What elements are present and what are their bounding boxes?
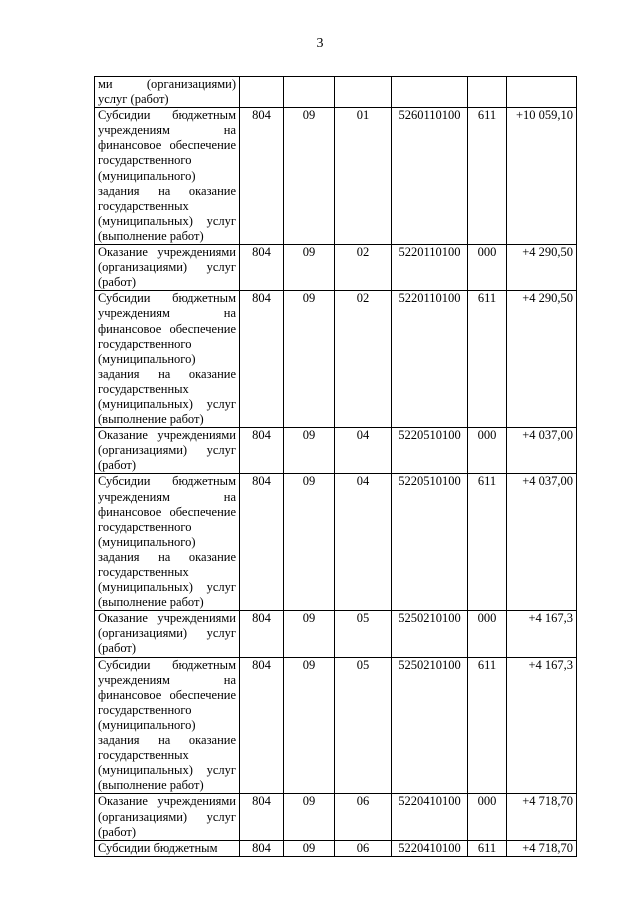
expense-type-cell: 000	[468, 428, 507, 474]
ministry-code-cell: 804	[240, 474, 284, 611]
ministry-code-cell: 804	[240, 794, 284, 840]
ministry-code-cell: 804	[240, 840, 284, 856]
amount-cell: +4 167,3	[507, 657, 577, 794]
target-article-cell: 5220510100	[392, 428, 468, 474]
amount-cell: +4 718,70	[507, 794, 577, 840]
expense-type-cell: 000	[468, 245, 507, 291]
table-row	[95, 245, 577, 291]
amount-cell: +4 037,00	[507, 428, 577, 474]
item-name-cell: Оказание учреждениями (организациями) услуг (работ)	[95, 611, 240, 657]
expense-type-cell: 000	[468, 611, 507, 657]
table-row	[95, 840, 577, 856]
section-code-cell: 09	[284, 657, 335, 794]
subsection-code-cell: 06	[335, 794, 392, 840]
target-article-cell: 5260110100	[392, 108, 468, 245]
ministry-code-cell: 804	[240, 245, 284, 291]
expense-type-cell: 611	[468, 657, 507, 794]
subsection-code-cell: 05	[335, 657, 392, 794]
expense-type-cell	[468, 77, 507, 108]
amount-cell: +4 718,70	[507, 840, 577, 856]
page-number: 3	[316, 36, 324, 51]
item-name-cell: ми (организациями) услуг (работ)	[95, 77, 240, 108]
table-row	[95, 611, 577, 657]
subsection-code-cell: 02	[335, 245, 392, 291]
section-code-cell: 09	[284, 840, 335, 856]
budget-table-body	[95, 77, 577, 857]
item-name-cell: Оказание учреждениями (организациями) услуг (работ)	[95, 794, 240, 840]
amount-cell: +4 290,50	[507, 245, 577, 291]
target-article-cell	[392, 77, 468, 108]
subsection-code-cell: 02	[335, 291, 392, 428]
section-code-cell	[284, 77, 335, 108]
table-row	[95, 291, 577, 428]
target-article-cell: 5220110100	[392, 291, 468, 428]
expense-type-cell: 611	[468, 840, 507, 856]
ministry-code-cell: 804	[240, 291, 284, 428]
table-row	[95, 428, 577, 474]
expense-type-cell: 611	[468, 474, 507, 611]
section-code-cell: 09	[284, 245, 335, 291]
section-code-cell: 09	[284, 108, 335, 245]
ministry-code-cell: 804	[240, 657, 284, 794]
expense-type-cell: 611	[468, 108, 507, 245]
subsection-code-cell: 04	[335, 474, 392, 611]
target-article-cell: 5220410100	[392, 840, 468, 856]
ministry-code-cell: 804	[240, 108, 284, 245]
target-article-cell: 5220410100	[392, 794, 468, 840]
ministry-code-cell: 804	[240, 611, 284, 657]
subsection-code-cell: 06	[335, 840, 392, 856]
amount-cell: +10 059,10	[507, 108, 577, 245]
section-code-cell: 09	[284, 611, 335, 657]
target-article-cell: 5250210100	[392, 657, 468, 794]
table-row	[95, 474, 577, 611]
item-name-cell: Субсидии бюджетным учреждениям на финансовое обеспечение государственного (муниципального) задания на оказание государственных (муниципальных) услуг (выполнение работ)	[95, 291, 240, 428]
ministry-code-cell: 804	[240, 428, 284, 474]
item-name-cell: Оказание учреждениями (организациями) услуг (работ)	[95, 245, 240, 291]
target-article-cell: 5220110100	[392, 245, 468, 291]
section-code-cell: 09	[284, 474, 335, 611]
item-name-cell: Субсидии бюджетным учреждениям на финансовое обеспечение государственного (муниципального) задания на оказание государственных (муниципальных) услуг (выполнение работ)	[95, 108, 240, 245]
table-row	[95, 657, 577, 794]
section-code-cell: 09	[284, 291, 335, 428]
table-row	[95, 77, 577, 108]
subsection-code-cell: 01	[335, 108, 392, 245]
amount-cell: +4 167,3	[507, 611, 577, 657]
subsection-code-cell	[335, 77, 392, 108]
amount-cell: +4 290,50	[507, 291, 577, 428]
ministry-code-cell	[240, 77, 284, 108]
item-name-cell: Субсидии бюджетным	[95, 840, 240, 856]
section-code-cell: 09	[284, 428, 335, 474]
amount-cell: +4 037,00	[507, 474, 577, 611]
target-article-cell: 5220510100	[392, 474, 468, 611]
table-row	[95, 108, 577, 245]
subsection-code-cell: 05	[335, 611, 392, 657]
item-name-cell: Оказание учреждениями (организациями) услуг (работ)	[95, 428, 240, 474]
expense-type-cell: 000	[468, 794, 507, 840]
amount-cell	[507, 77, 577, 108]
target-article-cell: 5250210100	[392, 611, 468, 657]
budget-table	[94, 76, 577, 857]
subsection-code-cell: 04	[335, 428, 392, 474]
section-code-cell: 09	[284, 794, 335, 840]
item-name-cell: Субсидии бюджетным учреждениям на финансовое обеспечение государственного (муниципального) задания на оказание государственных (муниципальных) услуг (выполнение работ)	[95, 657, 240, 794]
table-row	[95, 794, 577, 840]
expense-type-cell: 611	[468, 291, 507, 428]
item-name-cell: Субсидии бюджетным учреждениям на финансовое обеспечение государственного (муниципального) задания на оказание государственных (муниципальных) услуг (выполнение работ)	[95, 474, 240, 611]
